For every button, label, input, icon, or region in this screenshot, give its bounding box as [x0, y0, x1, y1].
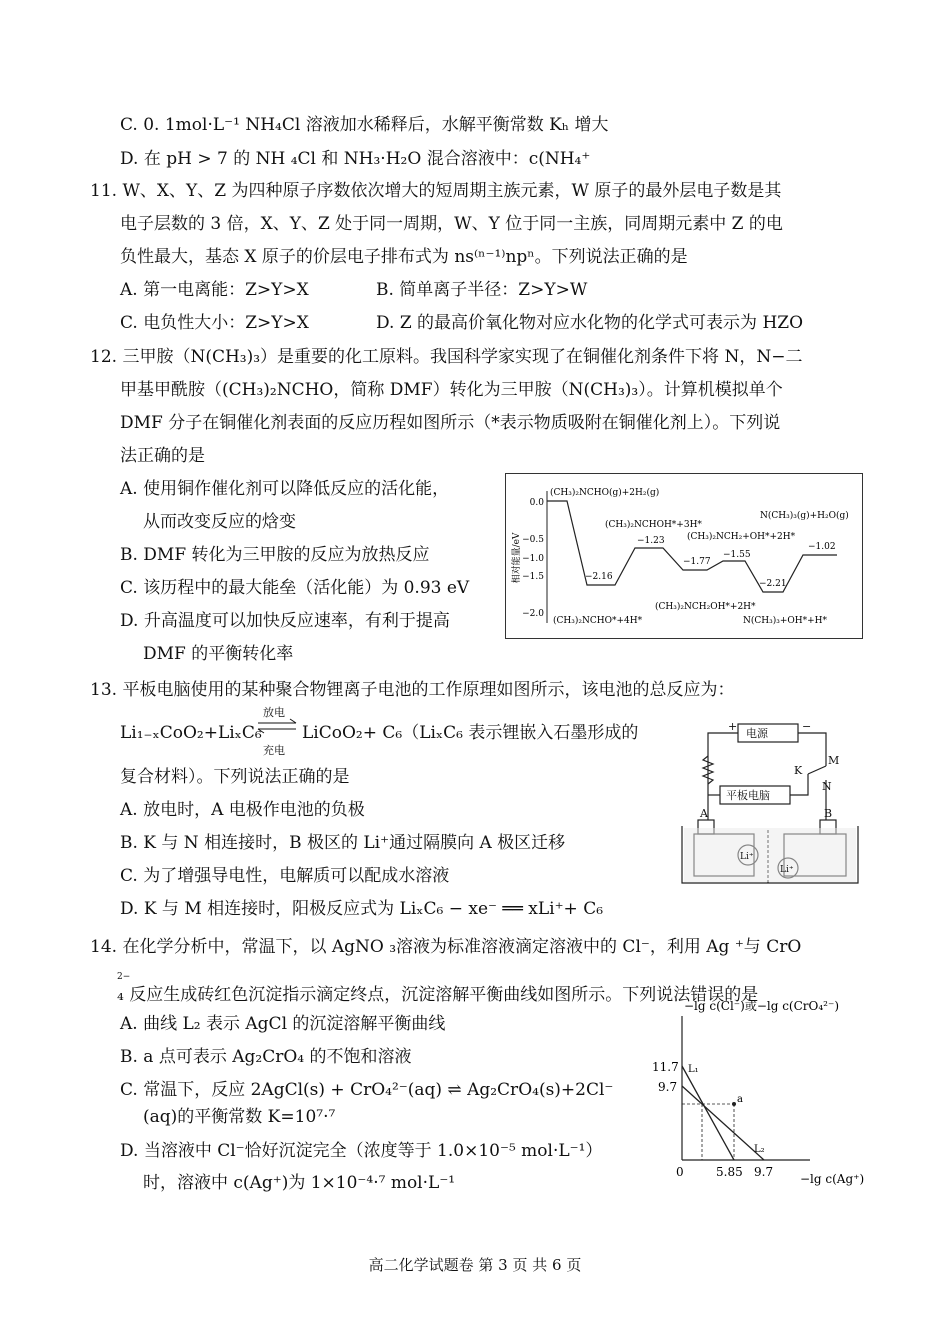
q14-option-b: B. a 点可表示 Ag₂CrO₄ 的不饱和溶液 — [120, 1047, 412, 1067]
switch-n-label: N — [822, 780, 832, 793]
tablet-label: 平板电脑 — [726, 789, 770, 802]
li-ion-label: Li⁺ — [740, 852, 754, 862]
q13-equation-bottom: 充电 — [263, 744, 285, 757]
x-tick-0: 0 — [676, 1165, 684, 1179]
y-tick: −1.0 — [522, 554, 544, 564]
x-tick-5.85: 5.85 — [716, 1165, 743, 1179]
energy-value: −1.23 — [637, 536, 665, 546]
q12-option-a-1: A. 使用铜作催化剂可以降低反应的活化能， — [120, 479, 450, 499]
x-axis-label: −lg c(Ag⁺) — [800, 1172, 865, 1186]
li-ion-label: Li⁺ — [780, 865, 794, 875]
y-tick-11.7: 11.7 — [652, 1060, 679, 1074]
y-axis-label: 相对能量/eV — [512, 532, 522, 584]
species-label: (CH₃)₂NCHO(g)+2H₂(g) — [550, 488, 660, 498]
y-tick: −2.0 — [522, 609, 544, 619]
y-tick: 0.0 — [529, 498, 544, 508]
battery-figure — [676, 718, 864, 890]
species-label: (CH₃)₂NCH₂OH*+2H* — [655, 602, 756, 612]
q13-option-c: C. 为了增强导电性，电解质可以配成水溶液 — [120, 866, 450, 886]
q12-stem-2: 甲基甲酰胺（(CH₃)₂NCHO，简称 DMF）转化为三甲胺（N(CH₃)₃）。计算机模拟单个 — [120, 380, 783, 400]
species-label: (CH₃)₂NCH₂+OH*+2H* — [687, 532, 796, 542]
y-tick: −1.5 — [522, 572, 544, 582]
switch-k — [808, 766, 826, 774]
q13-equation-left: Li₁₋ₓCoO₂+LiₓC₆ — [120, 723, 262, 743]
q14-option-a: A. 曲线 L₂ 表示 AgCl 的沉淀溶解平衡曲线 — [120, 1014, 446, 1034]
point-a-label: a — [737, 1094, 743, 1105]
q12-stem-1: 12. 三甲胺（N(CH₃)₃）是重要的化工原料。我国科学家实现了在铜催化剂条件下将 N，N−二 — [90, 347, 803, 367]
y-axis-label: −lg c(Cl⁻)或−lg c(CrO₄²⁻) — [684, 1000, 840, 1013]
wire-right — [798, 733, 826, 766]
wire-tablet — [790, 774, 808, 795]
species-label: N(CH₃)₃+OH*+H* — [743, 616, 828, 626]
q13-stem-3: 复合材料）。下列说法正确的是 — [120, 767, 350, 787]
q14-option-c-2: (aq)的平衡常数 K=10⁷·⁷ — [143, 1107, 336, 1127]
wire-left — [708, 733, 738, 820]
q12-option-d-1: D. 升高温度可以加快反应速率，有利于提高 — [120, 611, 450, 631]
q13-option-a: A. 放电时，A 电极作电池的负极 — [120, 800, 365, 820]
electrode-b-label: B — [824, 807, 833, 820]
q12-option-b: B. DMF 转化为三甲胺的反应为放热反应 — [120, 545, 430, 565]
energy-profile-figure — [505, 473, 863, 639]
q14-option-c-1: C. 常温下，反应 2AgCl(s) + CrO₄²⁻(aq) ⇌ Ag₂CrO₄(s)+2Cl⁻ — [120, 1080, 614, 1100]
energy-value: −2.21 — [759, 579, 787, 589]
q12-option-a-2: 从而改变反应的焓变 — [143, 512, 296, 532]
q12-option-d-2: DMF 的平衡转化率 — [143, 644, 294, 664]
curve-l2 — [682, 1086, 764, 1160]
q12-stem-4: 法正确的是 — [120, 446, 205, 466]
energy-value: −1.55 — [723, 550, 751, 560]
q14-option-d-2: 时，溶液中 c(Ag⁺)为 1×10⁻⁴·⁷ mol·L⁻¹ — [143, 1173, 456, 1193]
q13-equation-top: 放电 — [263, 706, 285, 719]
point-a — [732, 1102, 736, 1106]
q13-option-b: B. K 与 N 相连接时，B 极区的 Li⁺通过隔膜向 A 极区迁移 — [120, 833, 566, 853]
q12-option-c: C. 该历程中的最大能垒（活化能）为 0.93 eV — [120, 578, 470, 598]
q11-stem-3: 负性最大，基态 X 原子的价层电子排布式为 ns⁽ⁿ⁻¹⁾npⁿ。下列说法正确的是 — [120, 247, 688, 267]
q14-option-d-1: D. 当溶液中 Cl⁻恰好沉淀完全（浓度等于 1.0×10⁻⁵ mol·L⁻¹） — [120, 1141, 603, 1161]
solubility-chart — [640, 1000, 870, 1192]
q11-option-c: C. 电负性大小：Z>Y>X — [120, 313, 309, 333]
q13-equation-right: LiCoO₂+ C₆（LiₓC₆ 表示锂嵌入石墨形成的 — [302, 723, 639, 743]
q11-stem-2: 电子层数的 3 倍，X、Y、Z 处于同一周期，W、Y 位于同一主族，同周期元素中 Z 的电 — [120, 214, 783, 234]
species-label: (CH₃)₂NCHO*+4H* — [553, 616, 643, 626]
curve-l1-label: L₁ — [688, 1064, 699, 1075]
switch-m-label: M — [828, 754, 840, 767]
power-label: 电源 — [746, 727, 768, 740]
switch-k-label: K — [794, 764, 803, 777]
q12-stem-3: DMF 分子在铜催化剂表面的反应历程如图所示（*表示物质吸附在铜催化剂上）。下列说 — [120, 413, 781, 433]
q13-option-d: D. K 与 M 相连接时，阳极反应式为 LiₓC₆ − xe⁻ ══ xLi⁺+ C₆ — [120, 899, 604, 919]
curve-l2-label: L₂ — [754, 1144, 765, 1155]
q13-stem-1: 13. 平板电脑使用的某种聚合物锂离子电池的工作原理如图所示，该电池的总反应为： — [90, 680, 735, 700]
energy-value: −1.77 — [683, 557, 711, 567]
y-tick-9.7: 9.7 — [658, 1080, 678, 1094]
curve-l1 — [682, 1066, 734, 1160]
energy-value: −2.16 — [585, 572, 613, 582]
plus-label: + — [728, 720, 738, 733]
q11-stem-1: 11. W、X、Y、Z 为四种原子序数依次增大的短周期主族元素，W 原子的最外层电子数是其 — [90, 181, 782, 201]
q10-option-d: D. 在 pH > 7 的 NH ₄Cl 和 NH₃·H₂O 混合溶液中：c(NH₄⁺ — [120, 149, 591, 169]
equilibrium-arrow-icon — [256, 716, 298, 738]
q14-stem-1: 14. 在化学分析中，常温下，以 AgNO ₃溶液为标准溶液滴定溶液中的 Cl⁻，利用 Ag ⁺与 CrO — [90, 937, 802, 957]
q11-option-d: D. Z 的最高价氧化物对应水化物的化学式可表示为 HZO — [376, 313, 804, 333]
minus-label: − — [802, 720, 812, 733]
q11-option-a: A. 第一电离能：Z>Y>X — [120, 280, 309, 300]
energy-value: −1.02 — [808, 542, 836, 552]
x-tick-9.7: 9.7 — [754, 1165, 774, 1179]
electrode-a-label: A — [700, 807, 708, 820]
q14-stem-sup: 2− — [117, 972, 131, 982]
page-footer: 高二化学试题卷 第 3 页 共 6 页 — [368, 1256, 582, 1274]
y-tick: −0.5 — [522, 535, 544, 545]
species-label: N(CH₃)₃(g)+H₂O(g) — [760, 511, 849, 521]
q10-option-c: C. 0. 1mol·L⁻¹ NH₄Cl 溶液加水稀释后，水解平衡常数 Kₕ 增大 — [120, 115, 609, 135]
q11-option-b: B. 简单离子半径：Z>Y>W — [376, 280, 588, 300]
q14-stem-2: ₄ 反应生成砖红色沉淀指示滴定终点，沉淀溶解平衡曲线如图所示。下列说法错误的是 — [117, 985, 759, 1005]
species-label: (CH₃)₂NCHOH*+3H* — [605, 520, 702, 530]
